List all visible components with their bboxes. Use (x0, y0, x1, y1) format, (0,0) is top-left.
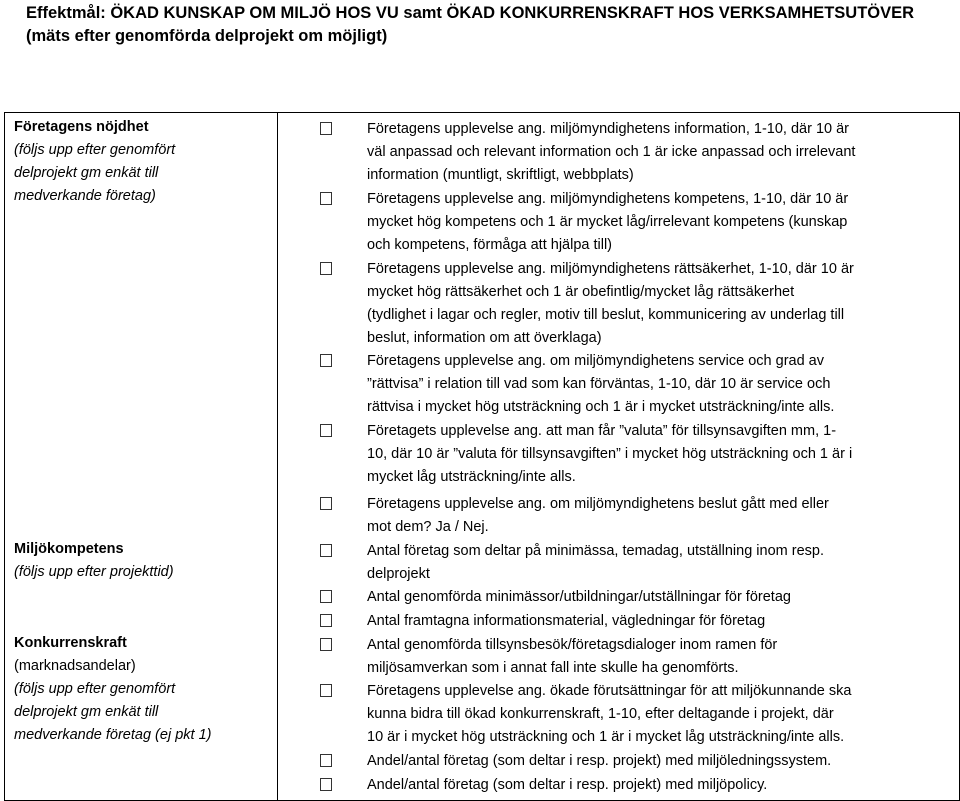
item-10-line-1: Antal genomförda tillsynsbesök/företagsdialoger inom ramen för (367, 637, 778, 653)
item-8-line-1: Antal genomförda minimässor/utbildningar/utställningar för företag (367, 589, 791, 605)
checkbox-icon[interactable] (320, 778, 332, 791)
item-13-line-1: Andel/antal företag (som deltar i resp. projekt) med miljöpolicy. (367, 777, 768, 793)
item-7-line-2: delprojekt (367, 566, 430, 582)
note-nojdhet-line-2: delprojekt gm enkät till (14, 165, 159, 181)
checkbox-icon[interactable] (320, 638, 332, 651)
item-5-line-2: 10, där 10 är ”valuta för tillsynsavgiften” i mycket hög utsträckning och 1 är i (367, 446, 853, 462)
checkbox-icon[interactable] (320, 354, 332, 367)
sub-konkurrenskraft: (marknadsandelar) (14, 658, 136, 674)
heading-miljokompetens: Miljökompetens (14, 541, 124, 557)
item-3-line-4: beslut, information om att överklaga) (367, 330, 602, 346)
note-konkurrenskraft-line-3: medverkande företag (ej pkt 1) (14, 727, 212, 743)
checkbox-icon[interactable] (320, 684, 332, 697)
item-6-line-2: mot dem? Ja / Nej. (367, 519, 489, 535)
item-11-line-2: kunna bidra till ökad konkurrenskraft, 1-10, efter deltagande i projekt, där (367, 706, 834, 722)
item-4-line-3: rättvisa i mycket hög utsträckning och 1 är i mycket utsträckning/inte alls. (367, 399, 835, 415)
note-konkurrenskraft-line-1: (följs upp efter genomfört (14, 681, 176, 697)
item-2-line-3: och kompetens, förmåga att hjälpa till) (367, 237, 613, 253)
item-11-line-1: Företagens upplevelse ang. ökade förutsättningar för att miljökunnande ska (367, 683, 852, 699)
checkbox-icon[interactable] (320, 122, 332, 135)
item-7-line-1: Antal företag som deltar på minimässa, temadag, utställning inom resp. (367, 543, 824, 559)
item-4-line-1: Företagens upplevelse ang. om miljömyndighetens service och grad av (367, 353, 824, 369)
item-1-line-1: Företagens upplevelse ang. miljömyndighetens information, 1-10, där 10 är (367, 121, 849, 137)
checkbox-icon[interactable] (320, 754, 332, 767)
item-3-line-2: mycket hög rättsäkerhet och 1 är obefintlig/mycket låg rättsäkerhet (367, 284, 795, 300)
note-miljokompetens: (följs upp efter projekttid) (14, 564, 174, 580)
item-2-line-1: Företagens upplevelse ang. miljömyndighetens kompetens, 1-10, där 10 är (367, 191, 849, 207)
checkbox-icon[interactable] (320, 424, 332, 437)
note-nojdhet-line-3: medverkande företag) (14, 188, 156, 204)
checkbox-icon[interactable] (320, 497, 332, 510)
item-1-line-2: väl anpassad och relevant information och 1 är icke anpassad och irrelevant (367, 144, 856, 160)
item-3-line-1: Företagens upplevelse ang. miljömyndighetens rättsäkerhet, 1-10, där 10 är (367, 261, 854, 277)
checkbox-icon[interactable] (320, 262, 332, 275)
item-10-line-2: miljösamverkan som i annat fall inte skulle ha genomförts. (367, 660, 739, 676)
note-konkurrenskraft-line-2: delprojekt gm enkät till (14, 704, 159, 720)
item-2-line-2: mycket hög kompetens och 1 är mycket låg/irrelevant kompetens (kunskap (367, 214, 848, 230)
item-11-line-3: 10 är i mycket hög utsträckning och 1 är i mycket låg utsträckning/inte alls. (367, 729, 845, 745)
left-block-miljokompetens (14, 538, 174, 584)
item-9-line-1: Antal framtagna informationsmaterial, vägledningar för företag (367, 613, 766, 629)
left-block-nojdhet (14, 116, 175, 208)
item-1-line-3: information (muntligt, skriftligt, webbplats) (367, 167, 634, 183)
heading-nojdhet: Företagens nöjdhet (14, 119, 149, 135)
left-block-konkurrenskraft (14, 632, 211, 747)
checkbox-icon[interactable] (320, 614, 332, 627)
item-5-line-1: Företagets upplevelse ang. att man får ”valuta” för tillsynsavgiften mm, 1- (367, 423, 837, 439)
note-nojdhet-line-1: (följs upp efter genomfört (14, 142, 176, 158)
title-line-1: Effektmål: ÖKAD KUNSKAP OM MILJÖ HOS VU samt ÖKAD KONKURRENSKRAFT HOS VERKSAMHETSUTÖVER (26, 4, 915, 22)
checkbox-icon[interactable] (320, 544, 332, 557)
item-6-line-1: Företagens upplevelse ang. om miljömyndighetens beslut gått med eller (367, 496, 829, 512)
title-line-2: (mäts efter genomförda delprojekt om möjligt) (26, 27, 388, 45)
document-title (26, 2, 956, 48)
item-5-line-3: mycket låg utsträckning/inte alls. (367, 469, 576, 485)
item-4-line-2: ”rättvisa” i relation till vad som kan förväntas, 1-10, där 10 är service och (367, 376, 831, 392)
checkbox-icon[interactable] (320, 590, 332, 603)
checkbox-icon[interactable] (320, 192, 332, 205)
item-3-line-3: (tydlighet i lagar och regler, motiv till beslut, kommunicering av underlag till (367, 307, 845, 323)
item-12-line-1: Andel/antal företag (som deltar i resp. projekt) med miljöledningssystem. (367, 753, 832, 769)
heading-konkurrenskraft: Konkurrenskraft (14, 635, 127, 651)
